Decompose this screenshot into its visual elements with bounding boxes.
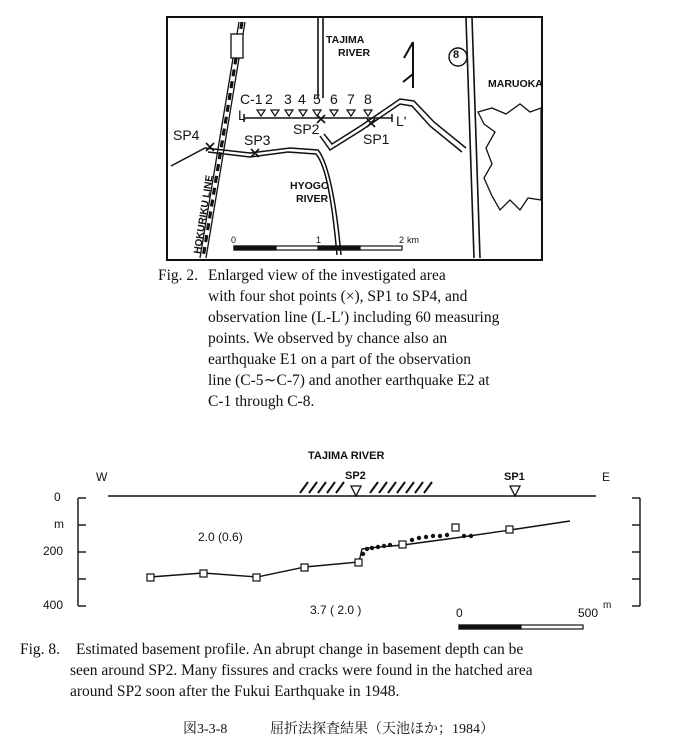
map-label-hyogo-1: HYOGO <box>290 180 330 192</box>
station-marker <box>299 110 307 116</box>
map-scale-bar <box>234 246 402 250</box>
fig2-line-5: earthquake E1 on a part of the observation <box>208 351 471 368</box>
station-marker <box>257 110 265 116</box>
station-label-7: 7 <box>347 91 355 107</box>
footer-figure-number: 図3-3-8 <box>183 722 228 737</box>
velocity-lower-layer: 3.7 ( 2.0 ) <box>310 603 362 617</box>
measurement-square <box>355 559 362 566</box>
profile-scale-0: 0 <box>456 606 463 620</box>
fine-measured-points <box>361 533 473 556</box>
profile-depth-unit: m <box>54 517 64 531</box>
map-scale-2: 2 <box>399 235 405 245</box>
fig2-line-6: line (C-5∼C-7) and another earthquake E2 at <box>208 372 490 389</box>
map-label-sp3: SP3 <box>244 132 271 148</box>
map-label-hokuriku-line: HOKURIKU LINE <box>192 174 216 255</box>
profile-scale-bar <box>459 625 583 629</box>
fig8-line-3: around SP2 soon after the Fukui Earthquake in 1948. <box>70 683 400 700</box>
measurement-square <box>200 570 207 577</box>
station-label-c1: C-1 <box>240 91 263 107</box>
profile-label-sp2: SP2 <box>345 470 366 482</box>
station-label-8: 8 <box>364 91 372 107</box>
maruoka-town-outline <box>478 104 541 210</box>
profile-label-tajima-river: TAJIMA RIVER <box>308 450 385 462</box>
fig2-caption <box>158 265 670 415</box>
profile-label-sp1: SP1 <box>504 471 525 483</box>
footer-title: 屈折法探査結果（天池ほか；1984） <box>270 722 494 737</box>
station-label-2: 2 <box>265 91 273 107</box>
station-label-5: 5 <box>313 91 321 107</box>
fig8-line-2: seen around SP2. Many fissures and cracks were found in the hatched area <box>70 662 533 679</box>
depth-tick-0: 0 <box>54 490 61 504</box>
fig2-line-4: points. We observed by chance also an <box>208 330 448 347</box>
station-markers <box>257 110 372 116</box>
fig8-label: Fig. 8. <box>20 641 61 658</box>
line-label-l-prime: L' <box>396 113 407 129</box>
fig8-line-1: Estimated basement profile. An abrupt change in basement depth can be <box>76 641 524 658</box>
station-label-6: 6 <box>330 91 338 107</box>
station-marker <box>271 110 279 116</box>
profile-scale-500: 500 <box>578 606 599 620</box>
map-label-sp4: SP4 <box>173 127 200 143</box>
north-arrow-icon <box>403 42 413 88</box>
map-label-sp1: SP1 <box>363 131 390 147</box>
measurement-square <box>399 541 406 548</box>
map-scale-1: 1 <box>316 235 322 245</box>
map-scale-0: 0 <box>231 235 237 245</box>
map-label-maruoka: MARUOKA <box>488 78 543 90</box>
station-marker <box>330 110 338 116</box>
measurement-square <box>301 564 308 571</box>
map-label-hyogo-2: RIVER <box>296 193 329 205</box>
measurement-square <box>506 526 513 533</box>
map-label-route-8: 8 <box>453 49 460 61</box>
station-label-4: 4 <box>298 91 306 107</box>
fig2-line-1: Enlarged view of the investigated area <box>208 267 446 284</box>
line-label-l: L <box>238 107 246 123</box>
measurement-square <box>253 574 260 581</box>
station-label-3: 3 <box>284 91 292 107</box>
map-label-tajima-2: RIVER <box>338 47 371 59</box>
velocity-upper-layer: 2.0 (0.6) <box>198 530 243 544</box>
profile-label-east: E <box>602 470 611 484</box>
profile-label-west: W <box>96 470 108 484</box>
measurement-square <box>452 524 459 531</box>
fig2-label: Fig. 2. <box>158 267 199 284</box>
station-marker <box>347 110 355 116</box>
fig2-line-7: C-1 through C-8. <box>208 393 315 410</box>
sp2-triangle-icon <box>351 486 361 496</box>
fig2-line-3: observation line (L-L′) including 60 measuring <box>208 309 500 326</box>
map-label-tajima-1: TAJIMA <box>326 34 365 46</box>
station-marker <box>285 110 293 116</box>
depth-tick-200: 200 <box>43 544 64 558</box>
fig8-caption <box>20 639 672 705</box>
sp1-triangle-icon <box>510 486 520 496</box>
measurement-square <box>147 574 154 581</box>
fig2-line-2: with four shot points (×), SP1 to SP4, and <box>208 288 468 305</box>
map-scale-unit: km <box>407 235 419 245</box>
station-building <box>231 34 243 58</box>
sp4-marker-icon <box>206 143 214 151</box>
hatched-fissure-area <box>300 482 432 493</box>
sp1-marker-icon <box>367 119 375 127</box>
profile-scale-unit: m <box>603 600 612 611</box>
station-marker <box>364 110 372 116</box>
map-label-sp2: SP2 <box>293 121 320 137</box>
depth-tick-400: 400 <box>43 598 64 612</box>
